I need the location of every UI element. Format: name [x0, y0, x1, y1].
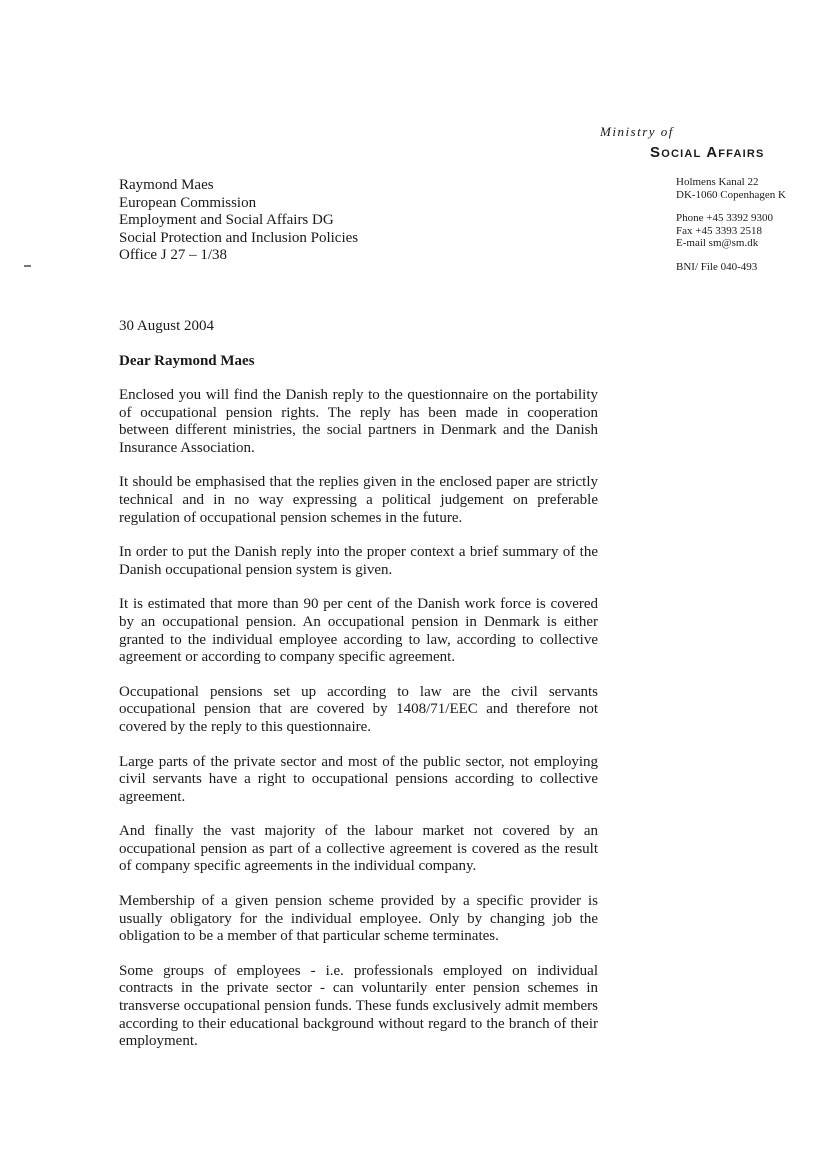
body-paragraph: It should be emphasised that the replies given in the enclosed paper are strictly technical and in no way expressing a political judgement on preferable regulation of occupational pension schemes in the future.: [119, 474, 598, 526]
recipient-block: [119, 177, 358, 265]
ministry-label: Ministry of: [600, 124, 674, 139]
recipient-line: Social Protection and Inclusion Policies: [119, 229, 359, 246]
body-paragraph: Occupational pensions set up according to law are the civil servants occupational pension that are covered by 1408/71/EEC and therefore not covered by the reply to this questionnaire.: [119, 683, 598, 735]
body-paragraph: And finally the vast majority of the labour market not covered by an occupational pension as part of a collective agreement is covered as the result of company specific agreements in the individual company.: [119, 823, 598, 875]
sender-email: E-mail sm@sm.dk: [676, 237, 759, 249]
letter-body: [119, 387, 598, 1068]
salutation: Dear Raymond Maes: [119, 353, 255, 369]
sender-block: [676, 176, 826, 273]
body-paragraph: It is estimated that more than 90 per cent of the Danish work force is covered by an occupational pension. An occupational pension in Denmark is either granted to the individual employee according to law, according to collective agreement or according to company specific agreement.: [119, 596, 598, 666]
sender-address-line: Holmens Kanal 22: [676, 176, 759, 188]
recipient-line: European Commission: [119, 194, 257, 211]
file-reference: BNI/ File 040-493: [676, 260, 758, 273]
sender-fax: Fax +45 3393 2518: [676, 224, 762, 237]
body-paragraph: In order to put the Danish reply into the proper context a brief summary of the Danish occupational pension system is given.: [119, 544, 598, 578]
body-paragraph: Some groups of employees - i.e. professionals employed on individual contracts in the private sector - can voluntarily enter pension schemes in transverse occupational pension funds. These funds exclusively admit members according to their educational background without regard to the branch of their employment.: [119, 962, 598, 1050]
department-name: Social Affairs: [650, 144, 765, 161]
scan-mark: [24, 265, 31, 267]
letter-date: 30 August 2004: [119, 318, 215, 334]
recipient-line: Employment and Social Affairs DG: [119, 212, 334, 229]
sender-phone: Phone +45 3392 9300: [676, 212, 773, 224]
letterhead: [600, 124, 810, 161]
sender-address-line: DK-1060 Copenhagen K: [676, 188, 786, 201]
recipient-line: Office J 27 – 1/38: [119, 247, 228, 264]
body-paragraph: Enclosed you will find the Danish reply to the questionnaire on the portability of occupational pension rights. The reply has been made in cooperation between different ministries, the social partners in Denmark and the Danish Insurance Association.: [119, 387, 598, 456]
body-paragraph: Membership of a given pension scheme provided by a specific provider is usually obligatory for the individual employee. Only by changing job the obligation to be a member of that particular scheme terminates.: [119, 893, 598, 945]
recipient-line: Raymond Maes: [119, 177, 214, 193]
body-paragraph: Large parts of the private sector and most of the public sector, not employing civil servants have a right to occupational pensions according to collective agreement.: [119, 753, 598, 805]
